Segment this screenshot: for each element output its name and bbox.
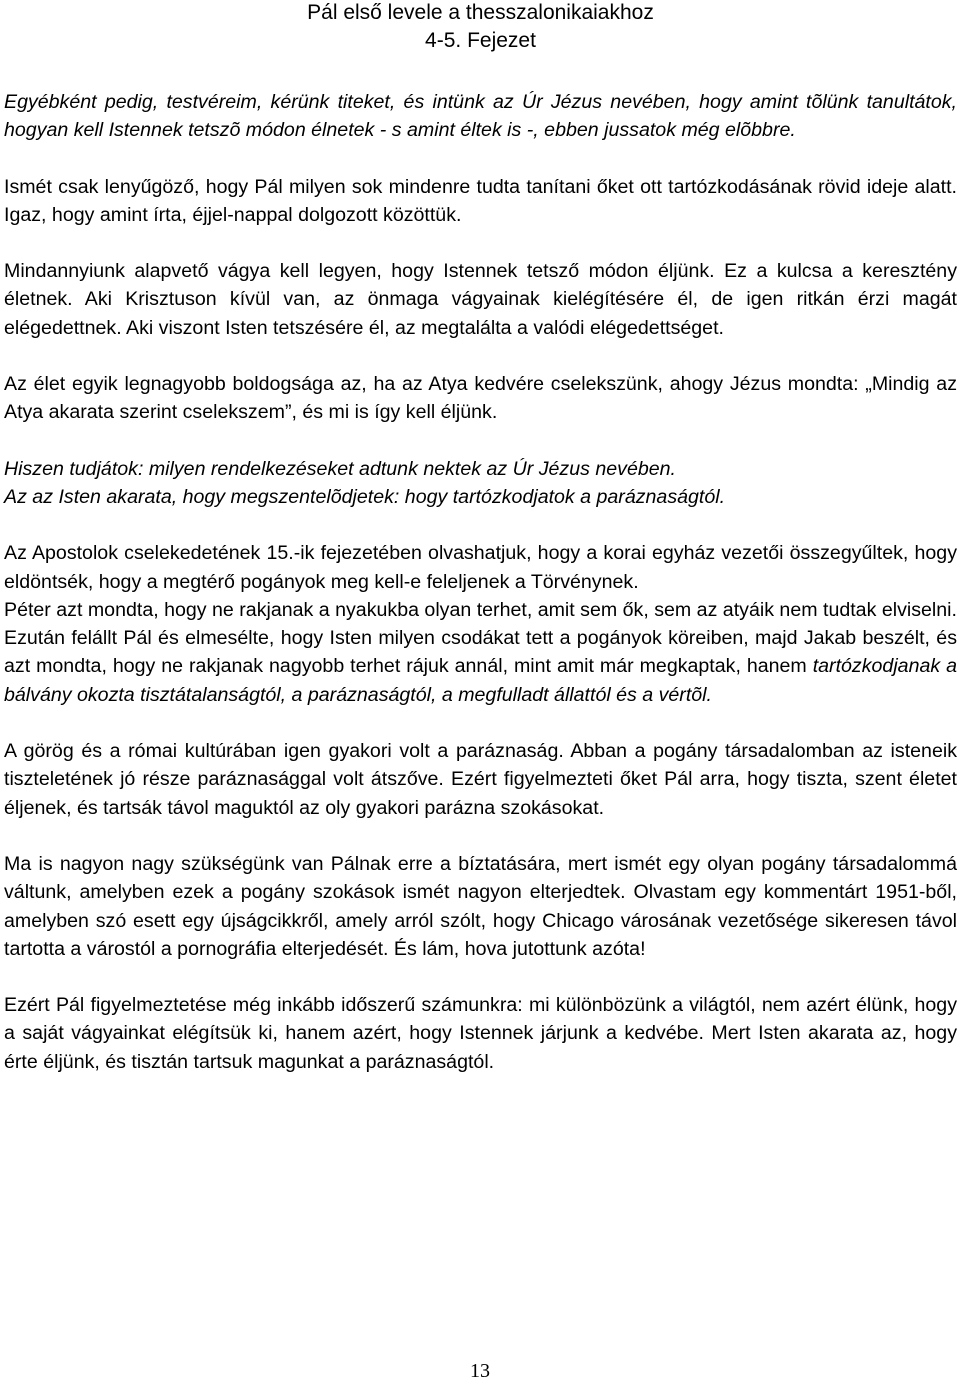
paragraph-4: Az élet egyik legnagyobb boldogsága az, ha az Atya kedvére cselekszünk, ahogy Jézus mondta: „Mindig az Atya akarata szerint cselekszem”, és mi is így kell éljünk.: [4, 373, 957, 424]
page-number: 13: [470, 1360, 490, 1382]
chapter-label: 4-5. Fejezet: [425, 29, 536, 52]
paragraph-6c-italic: tartózkodjanak a bálvány okozta tisztátalanságtól, a paráznaságtól, a megfulladt állattól és a vértõl.: [4, 655, 958, 706]
paragraph-6a: Az Apostolok cselekedetének 15.-ik fejezetében olvashatjuk, hogy a korai egyház vezetői összegyűltek, hogy eldöntsék, hogy a megtérő pogányok meg kell-e feleljenek a Törvénynek.: [4, 542, 957, 593]
document-title: Pál első levele a thesszalonikaiakhoz: [307, 1, 654, 24]
paragraph-9: Ezért Pál figyelmeztetése még inkább időszerű számunkra: mi különbözünk a világtól, nem azért élünk, hogy a saját vágyainkat elégítsük ki, hanem azért, hogy Istennek járjunk a kedvébe. Mert Isten akarata az, hogy érte éljünk, és tisztán tartsuk magunkat a paráznaságtól.: [4, 994, 957, 1073]
paragraph-2: Ismét csak lenyűgöző, hogy Pál milyen sok mindenre tudta tanítani őket ott tartózkodásának rövid ideje alatt. Igaz, hogy amint írta, éjjel-nappal dolgozott közöttük.: [4, 175, 957, 226]
paragraph-6c: [4, 624, 957, 709]
paragraph-6b: Péter azt mondta, hogy ne rakjanak a nyakukba olyan terhet, amit sem ők, sem az atyáik nem tudtak elviselni.: [4, 598, 957, 621]
scripture-quote-1: Egyébként pedig, testvéreim, kérünk titeket, és intünk az Úr Jézus nevében, hogy amint tõlünk tanultátok, hogyan kell Istennek tetszõ módon élnetek - s amint éltek is -, ebben jussatok még elõbbre.: [4, 91, 957, 142]
page-header: [4, 0, 957, 55]
scripture-quote-2b: Az az Isten akarata, hogy megszentelõdjetek: hogy tartózkodjatok a paráznaságtól.: [4, 485, 726, 508]
document-page: [4, 0, 957, 1076]
paragraph-7: A görög és a római kultúrában igen gyakori volt a paráznaság. Abban a pogány társadalomban az isteneik tiszteletének jó része paráznasággal volt átszőve. Ezért figyelmezteti őket Pál arra, hogy tiszta, szent életet éljenek, és tartsák távol maguktól az oly gyakori parázna szokásokat.: [4, 740, 957, 819]
paragraph-8: Ma is nagyon nagy szükségünk van Pálnak erre a bíztatására, mert ismét egy olyan pogány társadalommá váltunk, amelyben ezek a pogány szokások ismét nagyon elterjedtek. Olvastam egy kommentárt 1951-ből, amelyben szó esett egy újságcikkről, amely arról szólt, hogy Chicago városának vezetősége sikeresen távol tartotta a várostól a pornográfia elterjedését. És lám, hova jutottunk azóta!: [4, 852, 957, 960]
paragraph-6c-plain: Ezután felállt Pál és elmesélte, hogy Isten milyen csodákat tett a pogányok köreiben, majd Jakab beszélt, és azt mondta, hogy ne rakjanak nagyobb terhet rájuk annál, mint amit már megkaptak, hanem: [4, 627, 957, 678]
paragraph-3: Mindannyiunk alapvető vágya kell legyen, hogy Istennek tetsző módon éljünk. Ez a kulcsa a keresztény életnek. Aki Krisztuson kívül van, az önmaga vágyainak kielégítésére él, de igen ritkán érzi magát elégedettnek. Aki viszont Isten tetszésére él, az megtalálta a valódi elégedettséget.: [4, 260, 957, 339]
scripture-quote-2a: Hiszen tudjátok: milyen rendelkezéseket adtunk nektek az Úr Jézus nevében.: [4, 457, 676, 480]
